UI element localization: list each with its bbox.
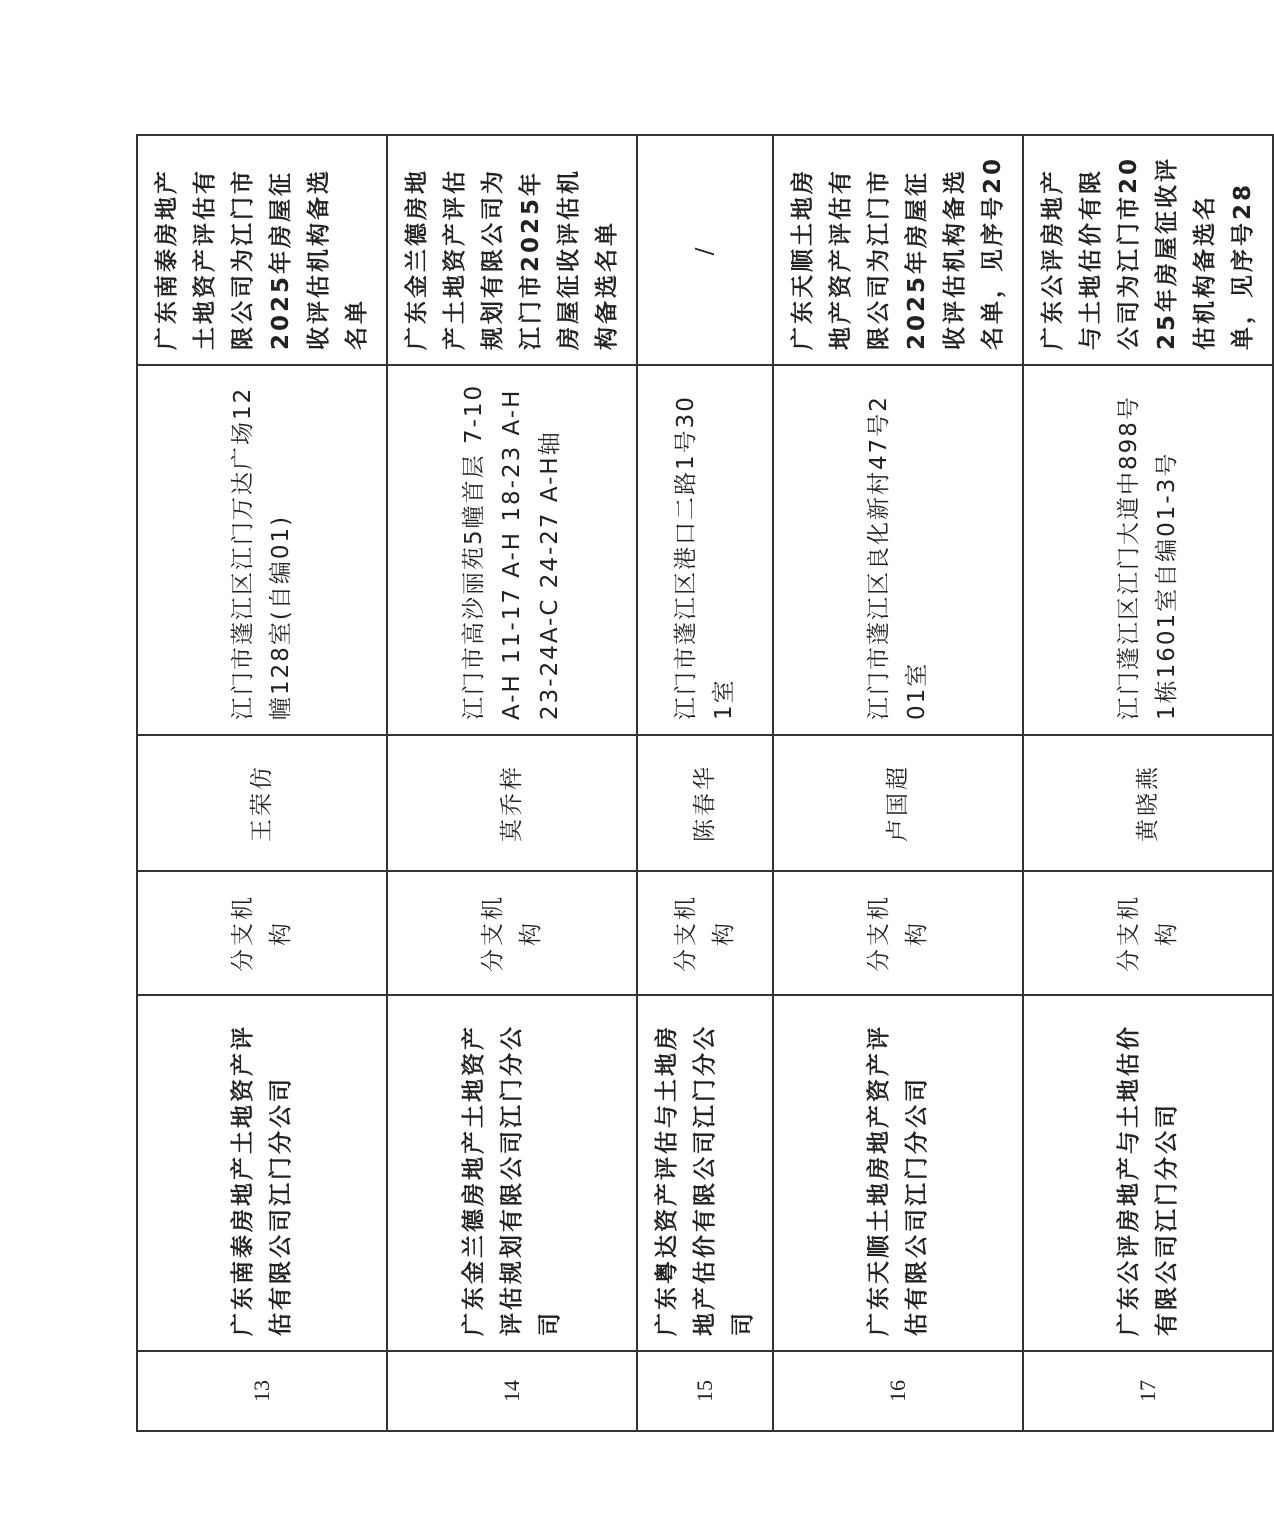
address: 江门市高沙丽苑5幢首层 7-10 A-H 11-17 A-H 18-23 A-H 23-24A-C 24-27 A-H轴: [387, 365, 637, 735]
institution-name: 广东粤达资产评估与土地房地产估价有限公司江门分公司: [637, 995, 773, 1351]
remarks: 广东天顺土地房地产资产评估有限公司为江门市2025年房屋征收评估机构备选名单，见序号20: [773, 135, 1023, 365]
row-number: 17: [1023, 1351, 1273, 1431]
table-row: [387, 135, 637, 1431]
table-row: [637, 135, 773, 1431]
appraisal-institution-table: [136, 134, 1274, 1432]
row-number: 15: [637, 1351, 773, 1431]
responsible-person: 黄晓燕: [1023, 735, 1273, 871]
row-number: 13: [137, 1351, 387, 1431]
institution-type: 分支机构: [387, 871, 637, 995]
table-row: [137, 135, 387, 1431]
row-number: 16: [773, 1351, 1023, 1431]
institution-name: 广东金兰德房地产土地资产评估规划有限公司江门分公司: [387, 995, 637, 1351]
responsible-person: 卢国超: [773, 735, 1023, 871]
remarks: 广东南泰房地产土地资产评估有限公司为江门市2025年房屋征收评估机构备选名单: [137, 135, 387, 365]
institution-type: 分支机构: [137, 871, 387, 995]
remarks: 广东公评房地产与土地估价有限公司为江门市2025年房屋征收评估机构备选名单，见序号28: [1023, 135, 1273, 365]
row-number: 14: [387, 1351, 637, 1431]
responsible-person: 王荣仿: [137, 735, 387, 871]
institution-name: 广东公评房地产与土地估价有限公司江门分公司: [1023, 995, 1273, 1351]
responsible-person: 莫乔梓: [387, 735, 637, 871]
table-row: [1023, 135, 1273, 1431]
address: 江门蓬江区江门大道中898号1栋1601室自编01-3号: [1023, 365, 1273, 735]
responsible-person: 陈春华: [637, 735, 773, 871]
institution-type: 分支机构: [773, 871, 1023, 995]
address: 江门市蓬江区良化新村47号201室: [773, 365, 1023, 735]
institution-name: 广东天顺土地房地产资产评估有限公司江门分公司: [773, 995, 1023, 1351]
rotated-table-page: [136, 136, 1256, 1432]
address: 江门市蓬江区港口二路1号301室: [637, 365, 773, 735]
address: 江门市蓬江区江门万达广场12幢128室(自编01): [137, 365, 387, 735]
table-row: [773, 135, 1023, 1431]
institution-type: 分支机构: [637, 871, 773, 995]
remarks: 广东金兰德房地产土地资产评估规划有限公司为江门市2025年房屋征收评估机构备选名单: [387, 135, 637, 365]
institution-type: 分支机构: [1023, 871, 1273, 995]
remarks: /: [637, 135, 773, 365]
institution-name: 广东南泰房地产土地资产评估有限公司江门分公司: [137, 995, 387, 1351]
